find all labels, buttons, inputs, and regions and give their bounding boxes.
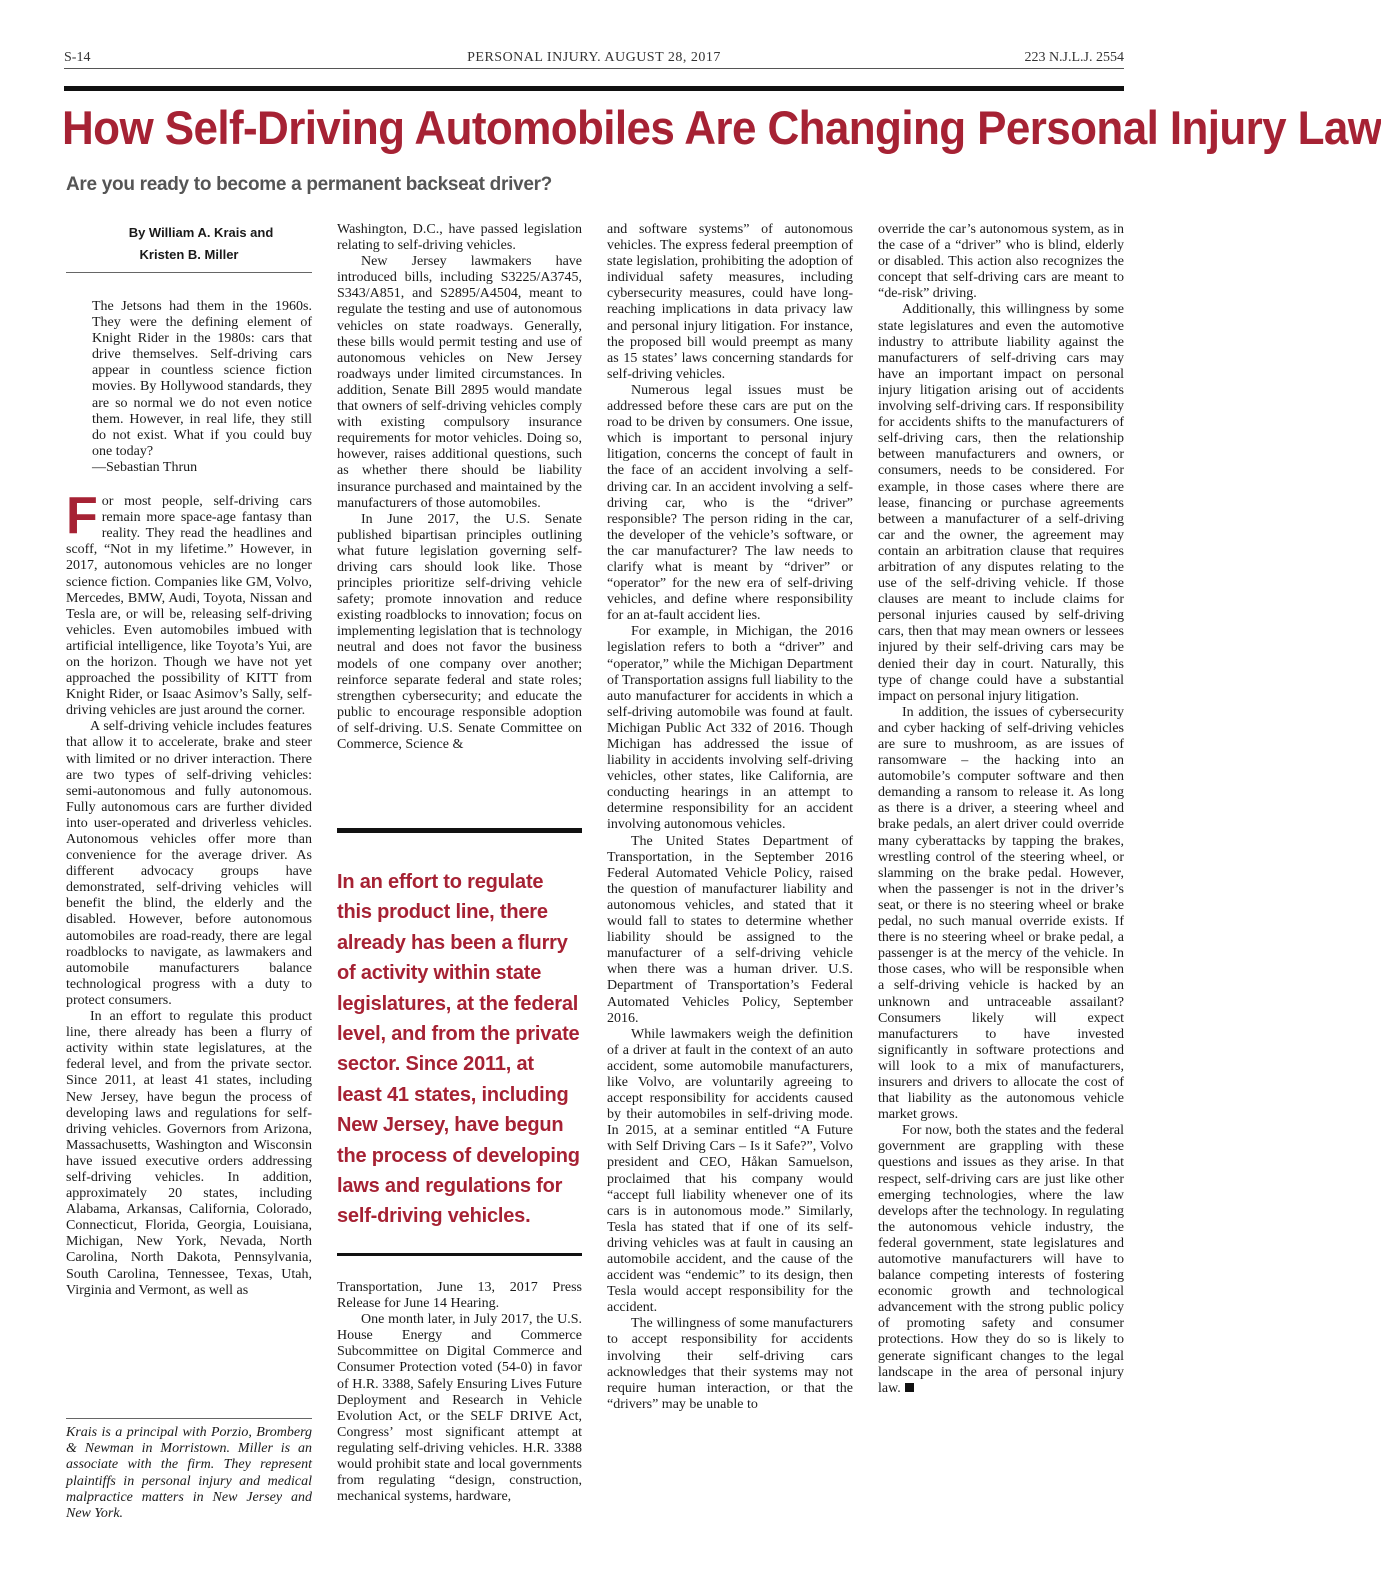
- author-bio: Krais is a principal with Porzio, Bromberg & Newman in Morristown. Miller is an associate with the firm. They represent plaintiffs in personal injury and medical malpractice matters in New Jersey and New York.: [66, 1418, 312, 1522]
- epigraph-attribution: —Sebastian Thrun: [92, 459, 198, 475]
- article-headline: How Self-Driving Automobiles Are Changing Personal Injury Law: [62, 102, 1381, 155]
- body-paragraph: Numerous legal issues must be addressed before these cars are put on the road to be driven by consumers. One issue, which is important to personal injury litigation, concerns the concept of fault in the face of an accident involving a self-driving car. In an accident involving a self-driving car, who is the “driver” responsible? The person riding in the car, the developer of the vehicle’s software, or the car manufacturer? The law needs to clarify what is meant by “driver” or “operator” for the new era of self-driving vehicles, and define where responsibility for an at-fault accident lies.: [607, 382, 853, 624]
- byline: By William A. Krais and Kristen B. Miller: [128, 225, 274, 262]
- pull-quote-text: In an effort to regulate this product line, there already has been a flurry of activity within state legislatures, at the federal level, and from the private sector. Since 2011, at least 41 states, including New Jersey, have begun the process of developing laws and regulations for self-driving vehicles.: [337, 871, 580, 1228]
- page-number: S-14: [64, 50, 91, 65]
- citation: 223 N.J.L.J. 2554: [1024, 50, 1124, 65]
- pull-quote: [337, 828, 582, 1256]
- body-paragraph: Transportation, June 13, 2017 Press Release for June 14 Hearing.: [337, 1280, 582, 1312]
- body-paragraph: A self-driving vehicle includes features that allow it to accelerate, brake and steer with limited or no driver interaction. There are two types of self-driving vehicles: semi-autonomous and fully autonomous. Fully autonomous cars are further divided into user-operated and driverless vehicles. Autonomous vehicles offer more than convenience for the average driver. As different advocacy groups have demonstrated, self-driving vehicles will benefit the blind, the elderly and the disabled. However, before autonomous automobiles are road-ready, there are legal roadblocks to navigate, as lawmakers and automobile manufacturers balance technological progress with a duty to protect consumers.: [66, 719, 312, 1008]
- article-dek: Are you ready to become a permanent backseat driver?: [66, 174, 552, 195]
- body-paragraph: In addition, the issues of cybersecurity and cyber hacking of self-driving vehicles are sure to mushroom, as are issues of ransomware – the hacking into an automobile’s computer software and then demanding a ransom to release it. As long as there is a driver, a steering wheel and brake pedals, an alert driver could override many cyberattacks by tapping the brakes, wrestling control of the steering wheel, or slamming on the brake pedal. However, when the passenger is not in the driver’s seat, or there is no steering wheel or brake pedal, no such manual override exists. If there is no steering wheel or brake pedal, a passenger is at the mercy of the vehicle. In those cases, who will be responsible when a self-driving vehicle is hacked by an unknown and untraceable assailant? Consumers likely will expect manufacturers to have invested significantly in software protections and will look to a mix of manufacturers, insurers and drivers to allocate the cost of that liability as the autonomous vehicle market grows.: [878, 704, 1124, 1123]
- body-paragraph: The willingness of some manufacturers to accept responsibility for accidents involving their self-driving cars acknowledges that their systems may not require human interaction, or that the “drivers” may be unable to: [607, 1316, 853, 1412]
- article-column-4: [878, 222, 1124, 1397]
- body-paragraph: override the car’s autonomous system, as in the case of a “driver” who is blind, elderly or disabled. This action also recognizes the concept that self-driving cars are meant to “de-risk” driving.: [878, 222, 1124, 302]
- epigraph: [66, 299, 312, 476]
- body-paragraph: Additionally, this willingness by some state legislatures and even the automotive industry to attribute liability against the manufacturers of self-driving cars may have an important impact on personal injury litigation arising out of accidents involving self-driving cars. If responsibility for accidents shifts to the manufacturers of self-driving cars, then the relationship between manufacturers and owners, or consumers, needs to be considered. For example, in those cases where there are lease, financing or purchase agreements between a manufacturer of a self-driving car and the owner, the agreement may contain an arbitration clause that requires arbitration of any disputes relating to the use of the self-driving vehicle. If those clauses are meant to include claims for personal injuries caused by self-driving cars, then that may mean owners or lessees injured by their self-driving cars may be denied their day in court. Naturally, this type of change could have a substantial impact on personal injury litigation.: [878, 302, 1124, 704]
- body-paragraph: The United States Department of Transportation, in the September 2016 Federal Automated Vehicle Policy, raised the question of manufacturer liability and autonomous vehicles, and stated that it would fall to states to determine whether liability should be assigned to the manufacturer of a self-driving vehicle when there was a human driver. U.S. Department of Transportation’s Federal Automated Vehicles Policy, September 2016.: [607, 833, 853, 1026]
- lead-paragraph: For most people, self-driving cars remain more space-age fantasy than reality. They read the headlines and scoff, “Not in my lifetime.” However, in 2017, autonomous vehicles are no longer science fiction. Companies like GM, Volvo, Mercedes, BMW, Audi, Toyota, Nissan and Tesla are, or will be, releasing self-driving vehicles. Even automobiles imbued with artificial intelligence, like Toyota’s Yui, are on the horizon. Though we have not yet approached the possibility of KITT from Knight Rider, or Isaac Asimov’s Sally, self-driving vehicles are just around the corner.: [66, 487, 312, 719]
- header-rule: [64, 86, 1124, 91]
- body-paragraph: One month later, in July 2017, the U.S. House Energy and Commerce Subcommittee on Digital Commerce and Consumer Protection voted (54-0) in favor of H.R. 3388, Safely Ensuring Lives Future Deployment and Research in Vehicle Evolution Act, or the SELF DRIVE Act, Congress’ most significant attempt at regulating self-driving vehicles. H.R. 3388 would prohibit state and local governments from regulating “design, construction, mechanical systems, hardware,: [337, 1312, 582, 1505]
- article-column-2-continued: [337, 1280, 582, 1505]
- article-column-2: [337, 222, 582, 753]
- body-paragraph: In an effort to regulate this product line, there already has been a flurry of activity within state legislatures, at the federal level, and from the private sector. Since 2011, at least 41 states, including New Jersey, have begun the process of developing laws and regulations for self-driving vehicles. Governors from Arizona, Massachusetts, Washington and Wisconsin have issued executive orders addressing self-driving vehicles. In addition, approximately 20 states, including Alabama, Arkansas, California, Colorado, Connecticut, Florida, Georgia, Louisiana, Michigan, New York, Nevada, North Carolina, North Dakota, Pennsylvania, South Carolina, Tennessee, Texas, Utah, Virginia and Vermont, as well as: [66, 1009, 312, 1298]
- body-paragraph: and software systems” of autonomous vehicles. The express federal preemption of state legislation, prohibiting the adoption of individual safety measures, including cybersecurity measures, could have long-reaching implications in data privacy law and personal injury litigation. For instance, the proposed bill would preempt as many as 15 states’ laws concerning standards for self-driving vehicles.: [607, 222, 853, 382]
- body-paragraph: Washington, D.C., have passed legislation relating to self-driving vehicles.: [337, 222, 582, 254]
- article-column-3: [607, 222, 853, 1413]
- closing-paragraph: For now, both the states and the federal government are grappling with these questions and issues as they arise. In that respect, self-driving cars are just like other emerging technologies, where the law develops after the technology. In regulating the autonomous vehicle industry, the federal government, state legislatures and automotive manufacturers will have to balance competing interests of fostering economic growth and technological advancement with the strong public policy of promoting safety and consumer protections. How they do so is likely to generate significant changes to the legal landscape in the area of personal injury law.: [878, 1123, 1124, 1396]
- body-paragraph: In June 2017, the U.S. Senate published bipartisan principles outlining what future legislation governing self-driving cars should look like. Those principles prioritize self-driving vehicle safety; promote innovation and reduce existing roadblocks to innovation; focus on implementing legislation that is technology neutral and does not favor the business models of one company over another; reinforce separate federal and state roles; strengthen cybersecurity; and educate the public to encourage responsible adoption of self-driving. U.S. Senate Committee on Commerce, Science &: [337, 511, 582, 752]
- end-mark-icon: [905, 1383, 914, 1392]
- body-paragraph: For example, in Michigan, the 2016 legislation refers to both a “driver” and “operator,” while the Michigan Department of Transportation assigns full liability to the auto manufacturer for accidents in which a self-driving automobile was found at fault. Michigan Public Act 332 of 2016. Though Michigan has addressed the issue of liability in accidents involving self-driving vehicles, other states, like California, are conducting hearings in an attempt to determine responsibility for an accident involving autonomous vehicles.: [607, 624, 853, 833]
- page-folio: [64, 50, 1124, 69]
- article-column-1: [66, 222, 312, 1299]
- epigraph-text: The Jetsons had them in the 1960s. They were the defining element of Knight Rider in the 1980s: cars that drive themselves. Self-driving cars appear in countless science fiction movies. By Hollywood standards, they are so normal we do not even notice them. However, in real life, they still do not exist. What if you could buy one today?: [92, 299, 312, 459]
- body-paragraph: While lawmakers weigh the definition of a driver at fault in the context of an auto accident, some automobile manufacturers, like Volvo, are voluntarily agreeing to accept responsibility for accidents caused by their automobiles in self-driving mode. In 2015, at a seminar entitled “A Future with Self Driving Cars – Is it Safe?”, Volvo president and CEO, Håkan Samuelson, proclaimed that his company would “accept full liability whenever one of its cars is in autonomous mode.” Similarly, Tesla has stated that if one of its self-driving vehicles was at fault in causing an automobile accident, and the cause of the accident was “endemic” to its design, then Tesla would accept responsibility for the accident.: [607, 1026, 853, 1316]
- byline-rule: [66, 272, 312, 273]
- body-paragraph: New Jersey lawmakers have introduced bills, including S3225/A3745, S343/A851, and S2895/A4504, meant to regulate the testing and use of autonomous vehicles on state roadways. Generally, these bills would permit testing and use of autonomous vehicles on New Jersey roadways under limited circumstances. In addition, Senate Bill 2895 would mandate that owners of self-driving vehicles comply with existing compulsory insurance requirements for motor vehicles. Doing so, however, raises additional questions, such as whether there should be liability insurance purchased and maintained by the manufacturers of those automobiles.: [337, 254, 582, 511]
- drop-cap: F: [66, 487, 98, 546]
- section-date: PERSONAL INJURY. AUGUST 28, 2017: [467, 50, 721, 65]
